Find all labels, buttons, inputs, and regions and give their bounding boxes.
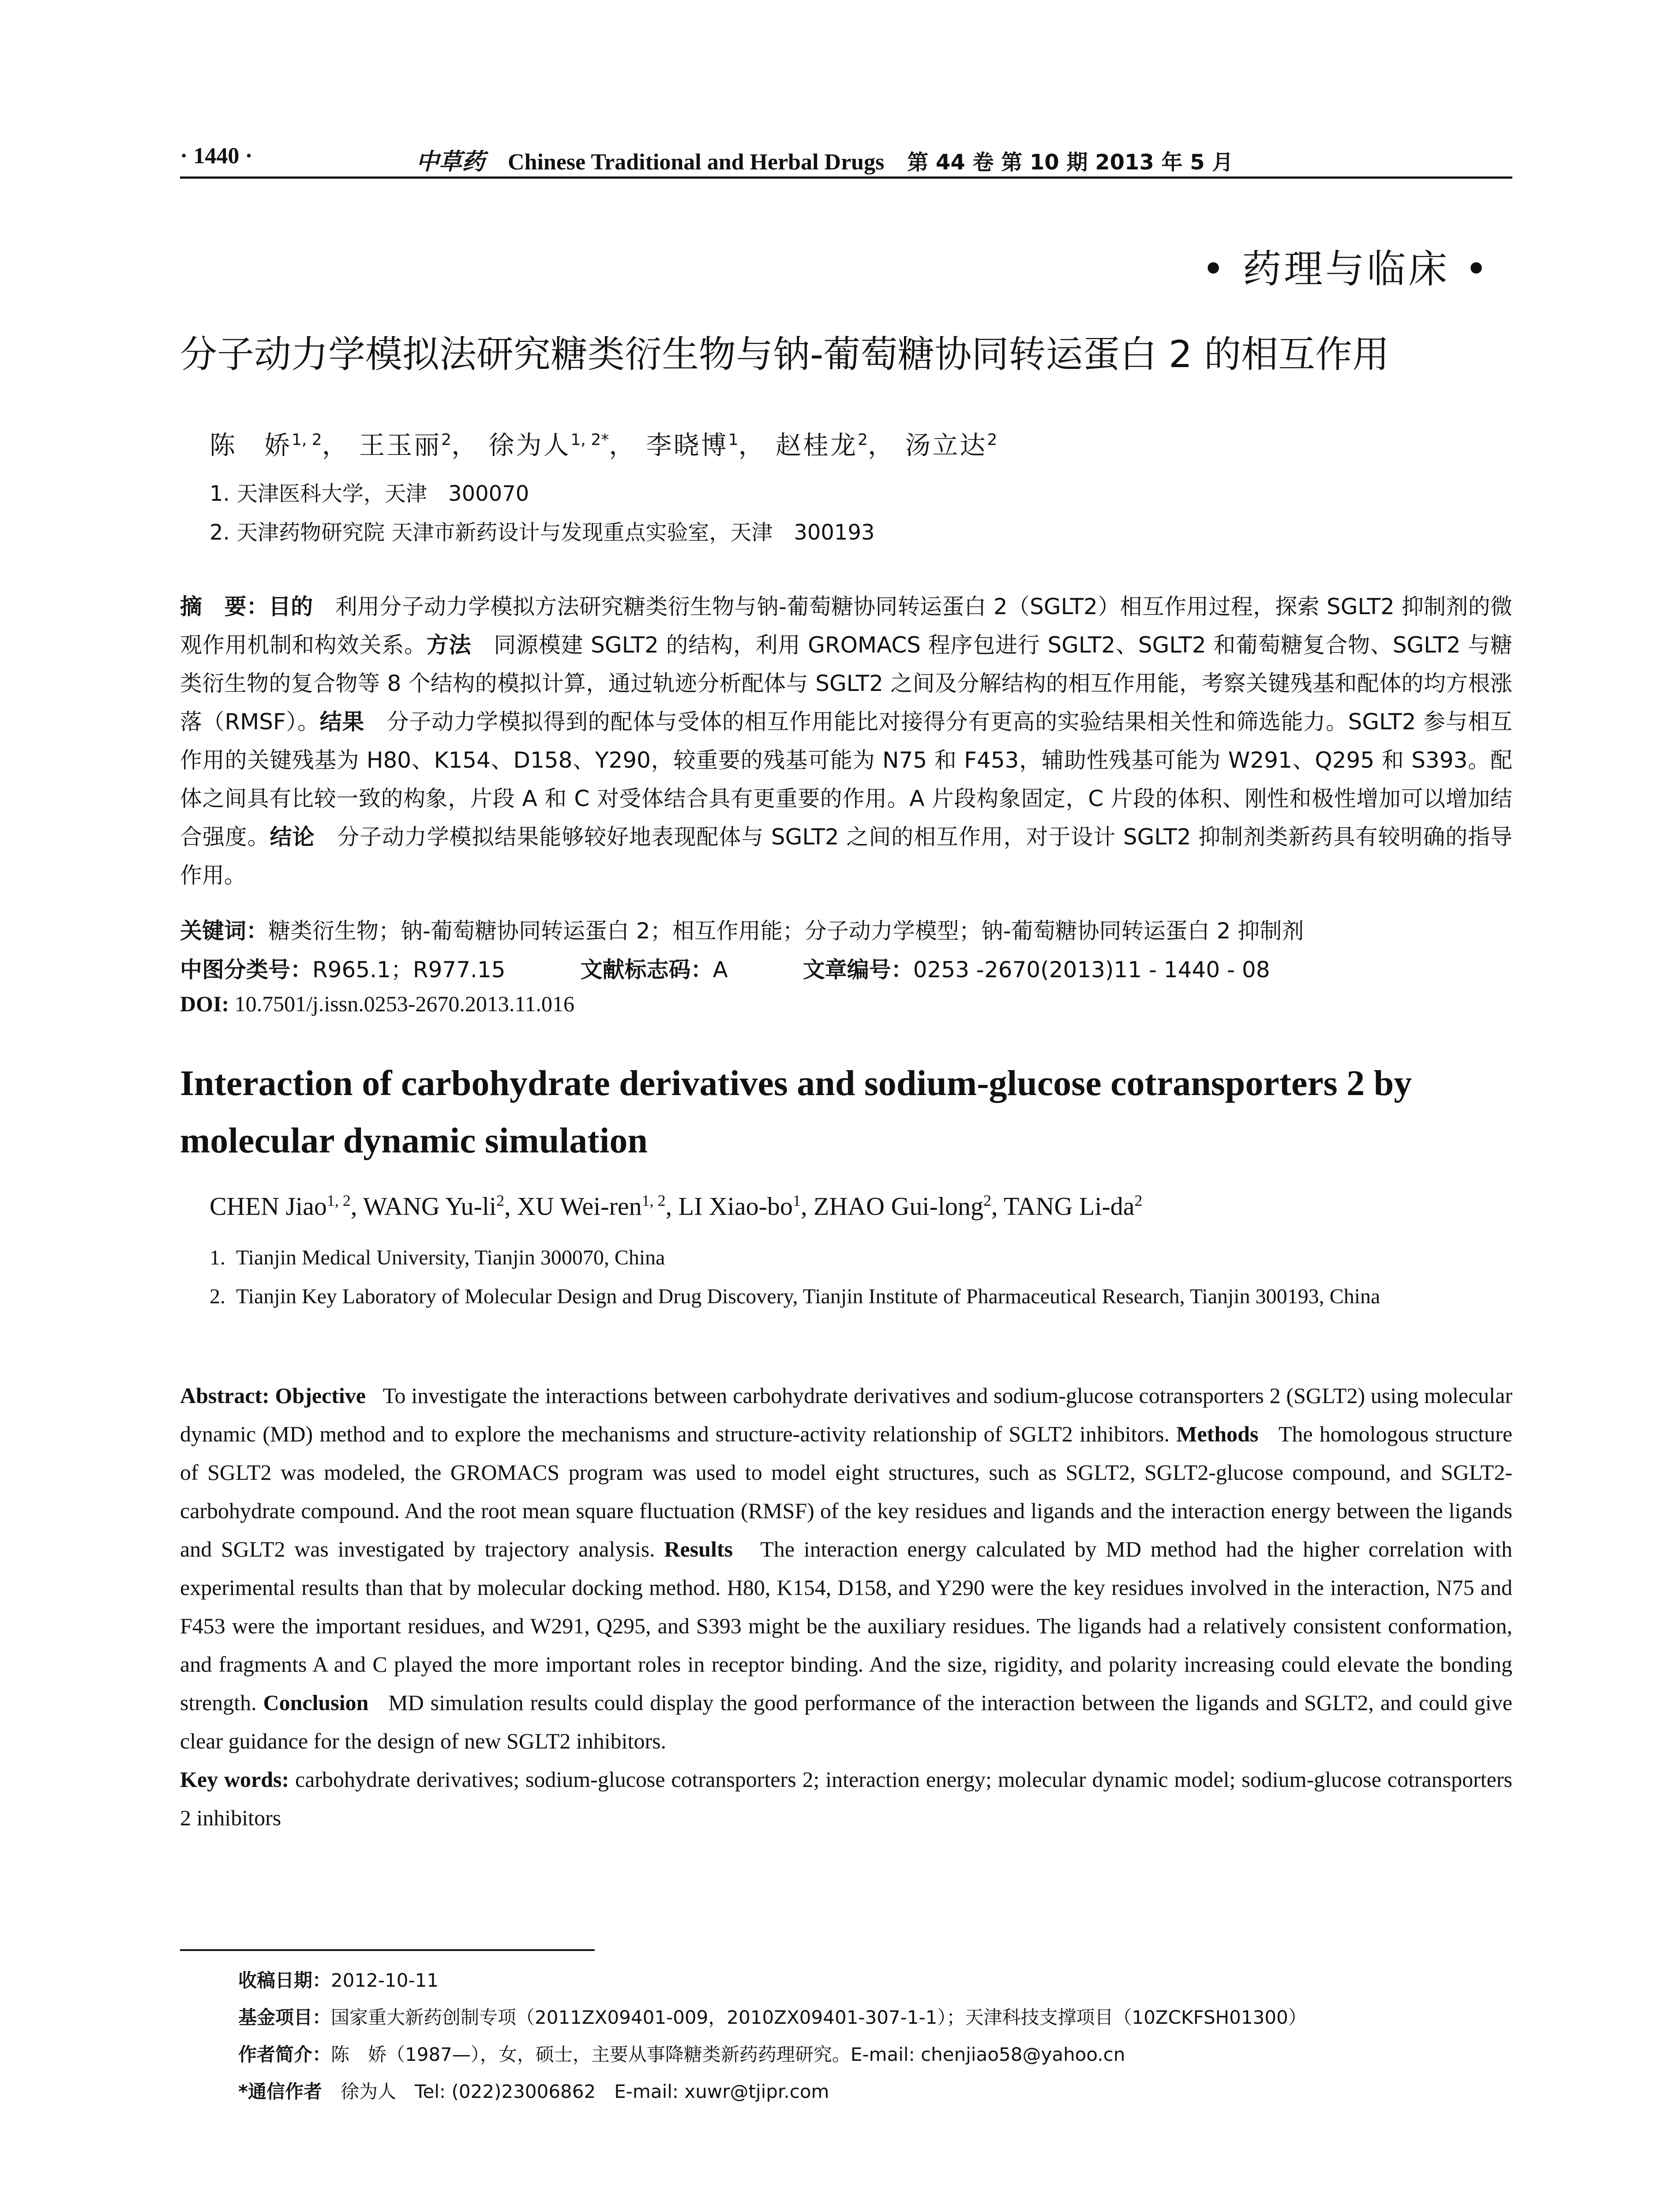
en-author-aff: 1: [792, 1192, 801, 1209]
cn-abstract: [180, 588, 1512, 895]
en-author-aff: 2: [983, 1192, 991, 1209]
doi-line: [180, 991, 574, 1017]
en-affiliation: [210, 1239, 1512, 1277]
footnote-rule: [180, 1949, 595, 1951]
en-results-label: Results: [664, 1537, 733, 1561]
en-methods: The homologous structure of SGLT2 was modeled, the GROMACS program was used to model eight structures, such as SGLT2, SGLT2-glucose compound, and SGLT2-carbohydrate compound. And the root mean square fluctuation (RMSF) of the key residues and ligands and the interaction energy between the ligands and SGLT2 was investigated by trajectory analysis.: [180, 1422, 1513, 1561]
en-abstract: [180, 1377, 1512, 1837]
cn-conclusion: 分子动力学模拟结果能够较好地表现配体与 SGLT2 之间的相互作用，对于设计 SGLT2 抑制剂类新药具有较明确的指导作用。: [180, 824, 1513, 888]
cn-author-aff: 1, 2*: [570, 431, 609, 449]
footnote-text: 陈 娇（1987—），女，硕士，主要从事降糖类新药药理研究。E-mail: chenjiao58@yahoo.cn: [331, 2044, 1125, 2065]
en-author: XU Wei-ren: [517, 1192, 642, 1221]
cn-conclusion-label: 结论: [270, 824, 315, 850]
footnote-corresponding: [238, 2077, 829, 2104]
cn-results: 分子动力学模拟得到的配体与受体的相互作用能比对接得分有更高的实验结果相关性和筛选能力。SGLT2 参与相互作用的关键残基为 H80、K154、D158、Y290，较重要的残基可能为 N75 和 F453，辅助性残基可能为 W291、Q295 和 S393。配体之间具有比较一致的构象，片段 A 和 C 对受体结合具有更重要的作用。A 片段构象固定，C 片段的体积、刚性和极性增加可以增加结合强度。: [180, 709, 1512, 850]
en-authors: CHEN Jiao$^{1, 2}$, WANG $Yu-li^2$, XU Wei-ren$^{1, 2}$, LI Xiao-$bo^1$, ZHAO Gui-long$^2$, TANG $Li-da^2$: [210, 1192, 1143, 1221]
en-affiliation-text: Tianjin Medical University, Tianjin 300070, China: [236, 1246, 665, 1269]
doc-code-label: 文献标志码：: [580, 957, 713, 983]
doi-label: DOI:: [180, 991, 229, 1016]
doi-value: 10.7501/j.issn.0253-2670.2013.11.016: [234, 991, 574, 1016]
cn-keywords: [180, 913, 1304, 945]
footnote-label: 收稿日期：: [238, 1970, 331, 1991]
footnote-funding: [238, 2003, 1307, 2030]
section-heading: • 药理与临床 •: [1202, 246, 1490, 292]
clc-label: 中图分类号：: [180, 957, 312, 983]
cn-author: 赵桂龙: [776, 430, 858, 460]
cn-author-aff: 2: [858, 431, 868, 449]
cn-objective: 利用分子动力学模拟方法研究糖类衍生物与钠-葡萄糖协同转运蛋白 2（SGLT2）相互作用过程，探索 SGLT2 抑制剂的微观作用机制和构效关系。: [180, 594, 1513, 658]
en-author: TANG Li-da: [1003, 1192, 1135, 1221]
cn-author-aff: 2: [441, 431, 452, 449]
en-author-aff: 2: [496, 1192, 505, 1209]
en-affiliation-number: 2.: [210, 1285, 225, 1308]
en-affiliation-text: Tianjin Key Laboratory of Molecular Design and Drug Discovery, Tianjin Institute of Pharmaceutical Research, Tianjin 300193, China: [236, 1285, 1380, 1308]
en-author-aff: 1, 2: [641, 1192, 666, 1209]
cn-affiliation: 1. 天津医科大学，天津 300070: [210, 481, 529, 506]
doc-code-value: A: [712, 957, 728, 983]
footnote-received: [238, 1966, 439, 1992]
cn-classification: [180, 952, 1270, 984]
footnote-author-bio: [238, 2040, 1125, 2067]
cn-author-aff: 1, 2: [292, 431, 322, 449]
footnote-label: *通信作者: [238, 2081, 322, 2102]
clc-value: R965.1；R977.15: [312, 957, 506, 983]
cn-results-label: 结果: [319, 709, 365, 735]
en-conclusion-label: Conclusion: [263, 1690, 369, 1715]
en-results: The interaction energy calculated by MD method had the higher correlation with experimental results than that by molecular docking method. H80, K154, D158, and Y290 were the key residues involved in the interaction, N75 and F453 were the important residues, and W291, Q295, and S393 might be the auxiliary residues. The ligands had a relatively consistent conformation, and fragments A and C played the more important roles in receptor binding. And the size, rigidity, and polarity increasing could elevate the bonding strength.: [180, 1537, 1513, 1715]
cn-methods: 同源模建 SGLT2 的结构，利用 GROMACS 程序包进行 SGLT2、SGLT2 和葡萄糖复合物、SGLT2 与糖类衍生物的复合物等 8 个结构的模拟计算，通过轨迹分析配体与 SGLT2 之间及分解结构的相互作用能，考察关键残基和配体的均方根涨落（RMSF）。: [180, 632, 1513, 735]
issue-info: 第 44 卷 第 10 期 2013 年 5 月: [907, 150, 1234, 175]
cn-affiliation: 2. 天津药物研究院 天津市新药设计与发现重点实验室，天津 300193: [210, 520, 875, 545]
en-methods-label: Methods: [1176, 1422, 1259, 1446]
cn-author: 李晓博: [646, 430, 728, 460]
cn-objective-label: 目的: [269, 594, 313, 619]
en-keywords-label: Key words:: [180, 1767, 289, 1792]
cn-keywords-label: 关键词：: [180, 918, 268, 944]
journal-name-en: Chinese Traditional and Herbal Drugs: [508, 150, 885, 175]
en-title: Interaction of carbohydrate derivatives and sodium-glucose cotransporters 2 by molecular dynamic simulation: [180, 1063, 1412, 1160]
cn-authors: 陈 娇$^{1, 2}$， 王玉丽$^2$， 徐为人$^{1, 2*}$， 李晓博$^1$， 赵桂龙$^2$， 汤立达$^2$: [210, 430, 998, 460]
article-no-value: 0253 -2670(2013)11 - 1440 - 08: [913, 957, 1270, 983]
cn-author-aff: 2: [987, 431, 998, 449]
en-keywords: carbohydrate derivatives; sodium-glucose cotransporters 2; interaction energy; molecular dynamic model; sodium-glucose cotransporters 2 inhibitors: [180, 1767, 1512, 1830]
cn-author: 陈 娇: [210, 430, 292, 460]
en-affiliation-number: 1.: [210, 1246, 225, 1269]
running-header: [180, 140, 1512, 176]
en-author: CHEN Jiao: [210, 1192, 327, 1221]
cn-methods-label: 方法: [426, 632, 472, 658]
cn-title: 分子动力学模拟法研究糖类衍生物与钠-葡萄糖协同转运蛋白 2 的相互作用: [180, 333, 1390, 376]
footnote-text: 徐为人 Tel: (022)23006862 E-mail: xuwr@tjipr.com: [340, 2081, 829, 2102]
en-conclusion: MD simulation results could display the good performance of the interaction between the ligands and SGLT2, and could give clear guidance for the design of new SGLT2 inhibitors.: [180, 1690, 1512, 1753]
page-number: · 1440 ·: [180, 143, 253, 169]
journal-title: [416, 143, 1233, 176]
cn-keywords-text: 糖类衍生物；钠-葡萄糖协同转运蛋白 2；相互作用能；分子动力学模型；钠-葡萄糖协同转运蛋白 2 抑制剂: [268, 918, 1304, 944]
en-objective-label: Abstract: Objective: [180, 1383, 366, 1408]
cn-author: 徐为人: [488, 430, 571, 460]
footnote-text: 国家重大新药创制专项（2011ZX09401-009，2010ZX09401-307-1-1）；天津科技支撑项目（10ZCKFSH01300）: [331, 2007, 1307, 2028]
en-author: WANG Yu-li: [363, 1192, 497, 1221]
article-no-label: 文章编号：: [802, 957, 913, 983]
en-author-aff: 2: [1134, 1192, 1143, 1209]
footnote-label: 基金项目：: [238, 2007, 331, 2028]
cn-author: 王玉丽: [359, 430, 442, 460]
footnote-label: 作者简介：: [238, 2044, 331, 2065]
en-author-aff: 1, 2: [326, 1192, 351, 1209]
cn-author-aff: 1: [728, 431, 739, 449]
en-objective: To investigate the interactions between carbohydrate derivatives and sodium-glucose cotransporters 2 (SGLT2) using molecular dynamic (MD) method and to explore the mechanisms and structure-activity relationship of SGLT2 inhibitors.: [180, 1383, 1512, 1446]
cn-abstract-label: 摘 要：: [180, 594, 269, 619]
footnote-text: 2012-10-11: [331, 1970, 439, 1991]
header-rule: [180, 176, 1512, 179]
cn-author: 汤立达: [905, 430, 987, 460]
en-affiliation: [210, 1278, 1539, 1316]
en-author: ZHAO Gui-long: [813, 1192, 983, 1221]
en-author: LI Xiao-bo: [678, 1192, 793, 1221]
journal-name-cn: 中草药: [416, 149, 485, 175]
